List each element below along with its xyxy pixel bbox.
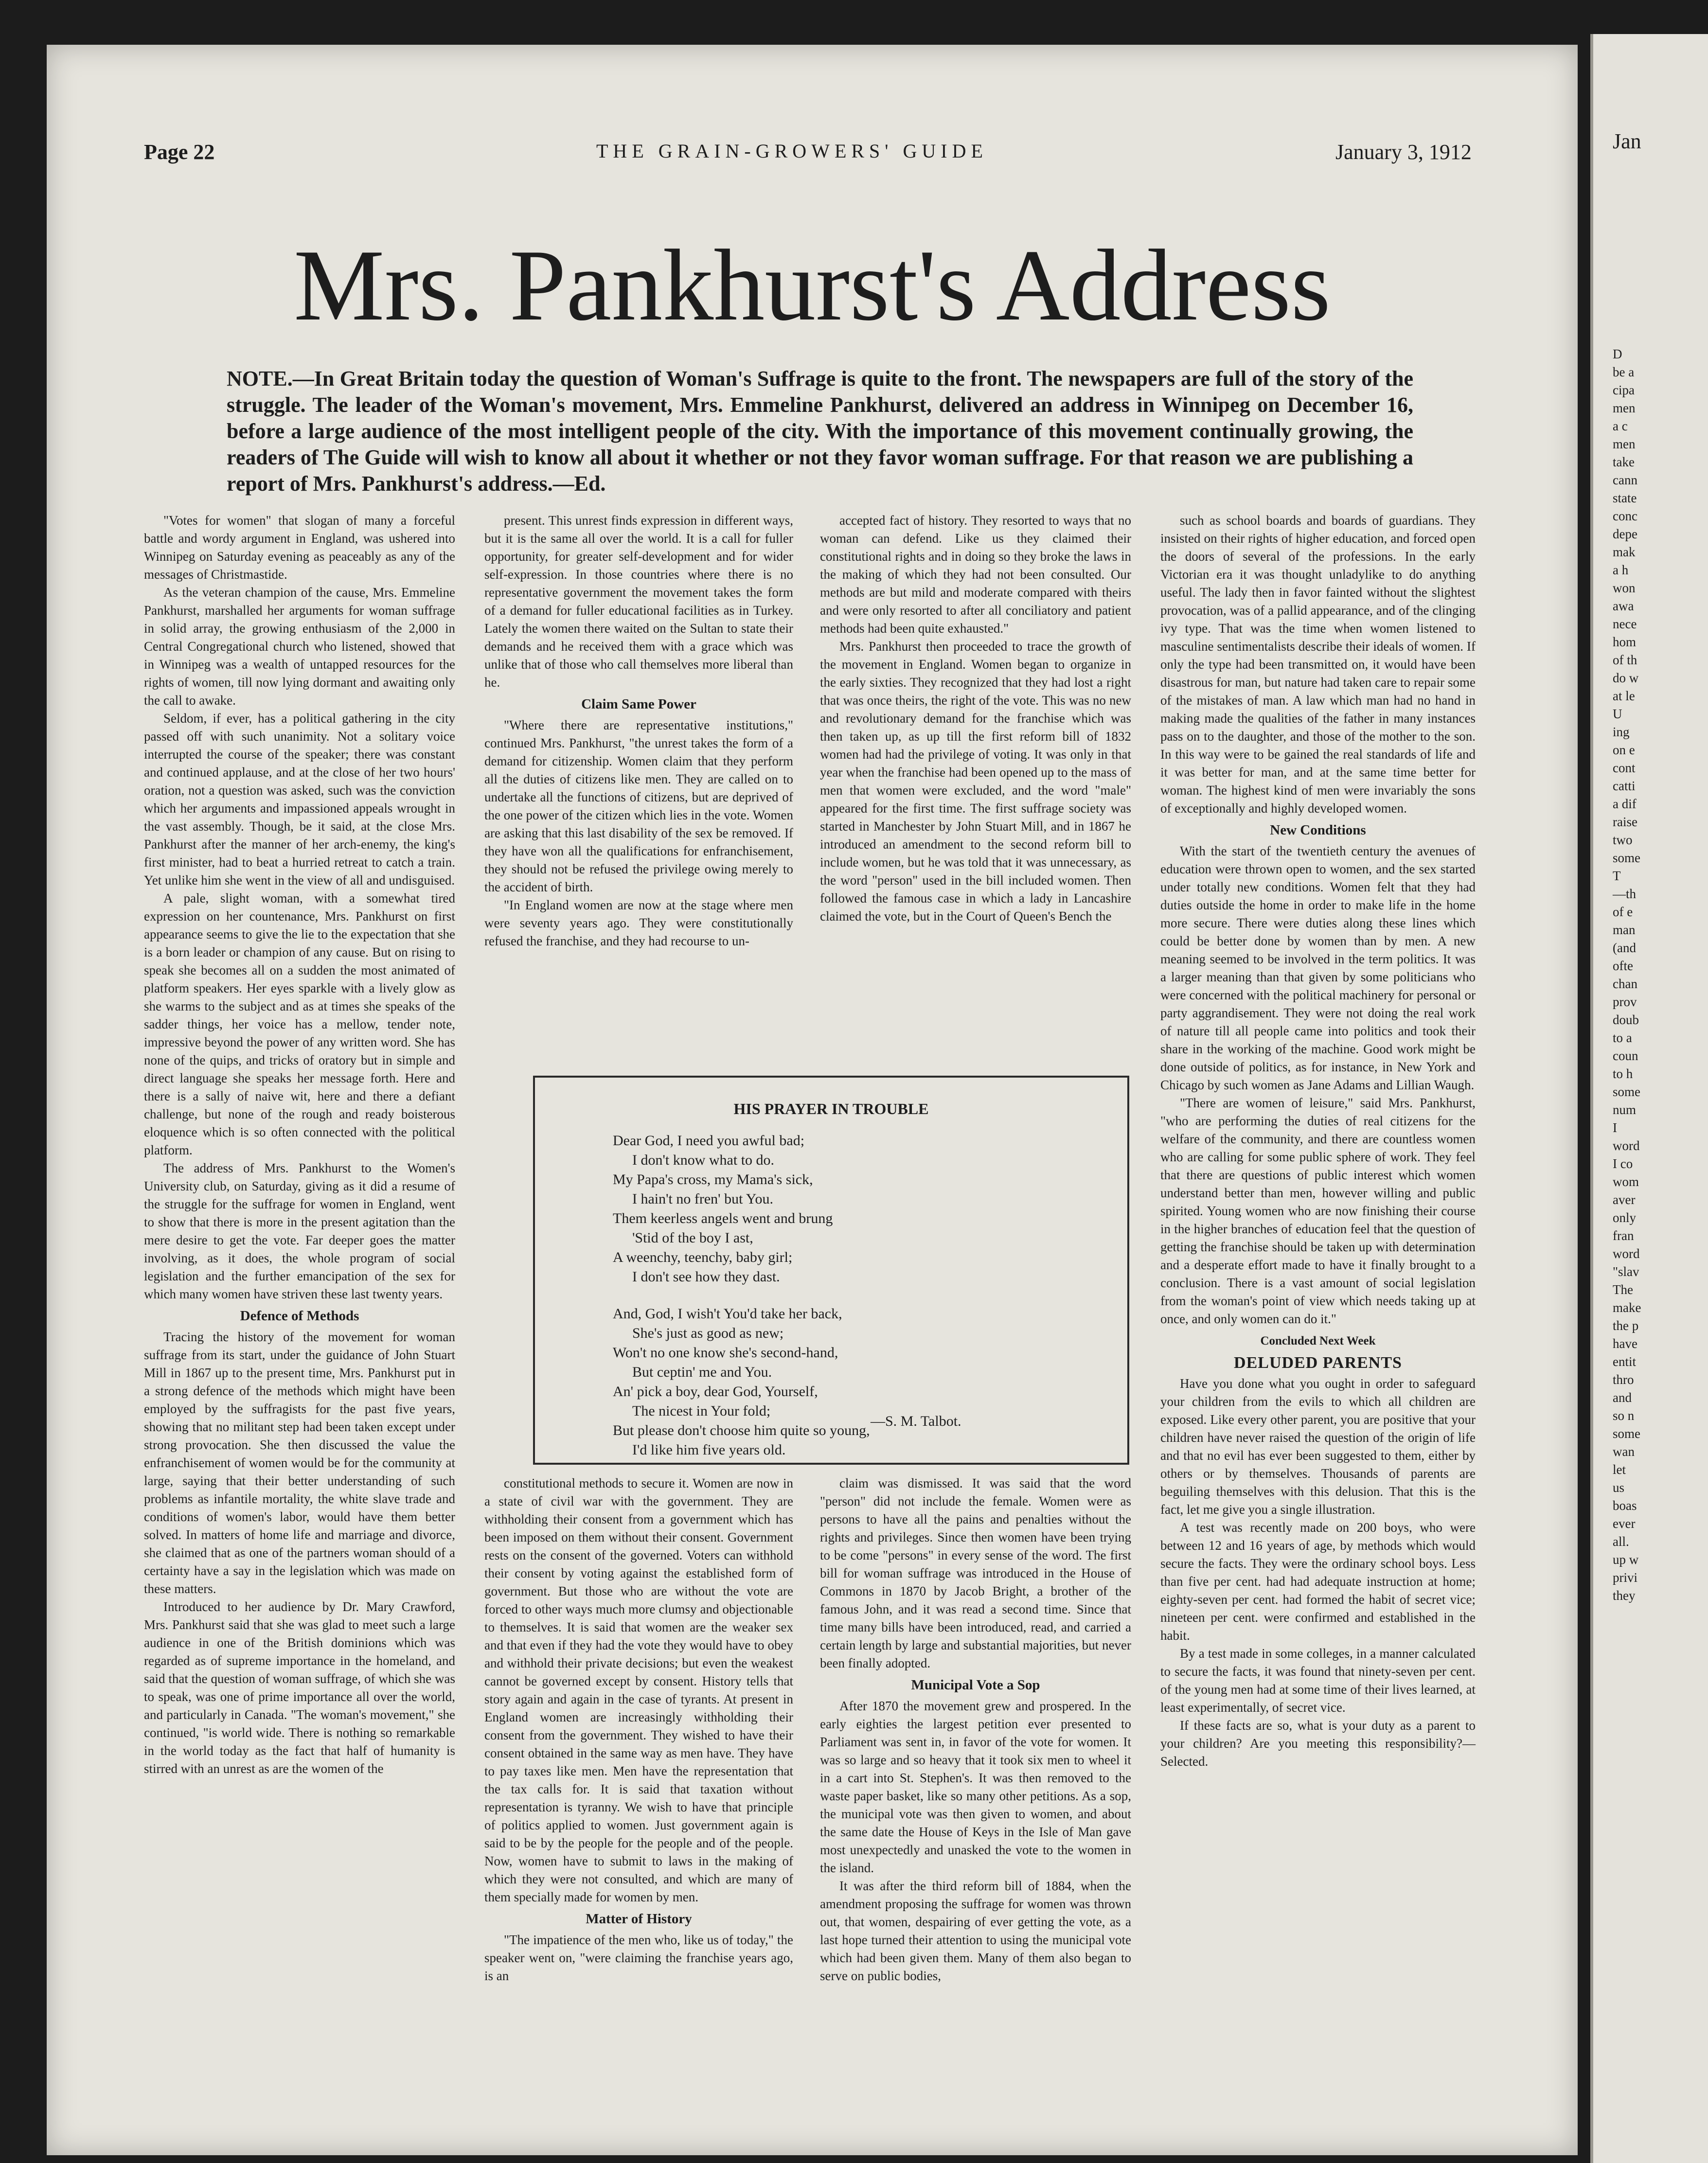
column-2-top xyxy=(484,512,793,1071)
paragraph: If these facts are so, what is your duty as a parent to your children? Are you meeting this responsibility?—Selected. xyxy=(1160,1718,1476,1769)
adjacent-page-fragment: The xyxy=(1613,1282,1633,1297)
poem-line: Them keerless angels went and brung xyxy=(613,1210,833,1226)
newspaper-page xyxy=(47,45,1578,2155)
paragraph: A test was recently made on 200 boys, who were between 12 and 16 years of age, by methods which would secure the facts. They were the ordinary school boys. Less than five per cent. had had adequate instruction at home; eighty-seven per cent. had formed the habit of secret vice; nineteen per cent. were confirmed and established in the habit. xyxy=(1160,1520,1476,1643)
adjacent-page-fragment: awa xyxy=(1613,599,1634,613)
adjacent-page-fragment: depe xyxy=(1613,527,1637,541)
adjacent-page-fragment: wan xyxy=(1613,1444,1635,1459)
paragraph: With the start of the twentieth century the avenues of education were thrown open to women, and the sex started under totally new conditions. Women felt that they had duties outside the home in order to make life in the home more secure. There were duties along these lines which could be better done by women than by men. A new meaning seemed to be involved in the term politics. It was a larger meaning than that given by some politicians who were concerned with the political machinery for personal or party aggrandisement. They were not doing the real work of nature till all people came into politics and took their share in the working of the machine. Good work might be done outside of politics, as for instance, in New York and Chicago by such women as Jane Adams and Lillian Waugh. xyxy=(1160,844,1476,1092)
adjacent-page-fragment: only xyxy=(1613,1210,1637,1225)
adjacent-page-fragment: mak xyxy=(1613,545,1636,559)
adjacent-page-fragment: let xyxy=(1613,1462,1626,1477)
column-3-bottom xyxy=(820,1474,1131,2126)
paragraph: present. This unrest finds expression in different ways, but it is the same all over the world. It is a call for fuller opportunity, for greater self-development and for wider self-expression. In those countries where there is no representative government the movement takes the form of a demand for fuller educational facilities as in Turkey. Lately the women there waited on the Sultan to state their demands and he received them with a grace which was unlike that of those who call themselves more liberal than he. xyxy=(484,513,793,690)
adjacent-page-fragment: privi xyxy=(1613,1570,1637,1585)
paragraph: After 1870 the movement grew and prospered. In the early eighties the largest petition ever presented to Parliament was sent in, in favor of the vote for women. It was so large and so heavy that it took six men to wheel it in a cart into St. Stephen's. It was then removed to the waste paper basket, like so many other petitions. As a sop, the municipal vote was then given to women, and about the same date the House of Keys in the Isle of Man gave most unexpectedly and unasked the vote to the women in the island. xyxy=(820,1699,1131,1875)
adjacent-page-fragment: of e xyxy=(1613,904,1633,919)
subheading: Claim Same Power xyxy=(581,696,696,712)
adjacent-page-fragment: num xyxy=(1613,1102,1637,1117)
adjacent-page-fragment: I xyxy=(1613,1120,1617,1135)
adjacent-page-fragment: wom xyxy=(1613,1174,1639,1189)
adjacent-page-fragment: man xyxy=(1613,922,1636,937)
adjacent-page-fragment: nece xyxy=(1613,617,1637,631)
adjacent-page-fragment: be a xyxy=(1613,365,1635,379)
adjacent-page-fragment: conc xyxy=(1613,509,1637,523)
subheading: DELUDED PARENTS xyxy=(1234,1354,1402,1372)
adjacent-page-fragment: raise xyxy=(1613,815,1637,829)
adjacent-page-fragment: ing xyxy=(1613,725,1630,739)
poem-line: A weenchy, teenchy, baby girl; xyxy=(613,1249,793,1265)
poem-line: Won't no one know she's second-hand, xyxy=(613,1345,838,1361)
adjacent-page-fragment: D xyxy=(1613,347,1622,361)
journal-name: THE GRAIN-GROWERS' GUIDE xyxy=(596,140,988,162)
adjacent-page-fragment: make xyxy=(1613,1300,1641,1315)
adjacent-page-fragment: state xyxy=(1613,491,1637,505)
adjacent-page-fragment: won xyxy=(1613,581,1636,595)
paragraph: Introduced to her audience by Dr. Mary Crawford, Mrs. Pankhurst said that she was glad to meet such a large audience in one of the British dominions which was regarded as of supreme importance in the homeland, and said that the question of woman suffrage, of which she was to speak, was one of prime importance all over the world, and particularly in Canada. "The woman's movement," she continued, "is world wide. There is nothing so remarkable in the world today as the fact that half of humanity is stirred with an unrest as are the women of the xyxy=(144,1599,455,1776)
adjacent-page-fragment: two xyxy=(1613,833,1633,847)
adjacent-page-fragment: T xyxy=(1613,869,1621,883)
poem-line: The nicest in Your fold; xyxy=(632,1403,771,1419)
paragraph: As the veteran champion of the cause, Mrs. Emmeline Pankhurst, marshalled her arguments for woman suffrage in solid array, the growing enthusiasm of the 2,000 in Central Congregational church who listened, showed that in Winnipeg was a wealth of untapped resources for the rights of women, till now lying dormant and awaiting only the call to awake. xyxy=(144,585,455,708)
paragraph: constitutional methods to secure it. Women are now in a state of civil war with the government. They are withholding their consent from a government which has been imposed on them without their consent. Government rests on the consent of the governed. Voters can withhold their consent by voting against the established form of government. But those who are without the vote are forced to other ways much more clumsy and objectionable to themselves. It is said that women are the weaker sex and that even if they had the vote they would have to obey and withhold their private decisions; but even the weakest cannot be governed except by consent. History tells that story again and again in the case of tyrants. At present in England women are increasingly withholding their consent from the government. They wished to have their consent obtained in the same way as men have. They have to pay taxes like men. Men have the representation that the tax calls for. It is said that taxation without representation is tyranny. We wish to have that principle of politics applied to women. Just government again is said to be by the people for the people and of the people. Now, women have to submit to laws in the making of which they were not consulted, and which are many of them specially made for women by men. xyxy=(484,1476,793,1904)
adjacent-page-fragment: doub xyxy=(1613,1012,1639,1027)
adjacent-page-fragment: to h xyxy=(1613,1066,1633,1081)
adjacent-page-fragment: and xyxy=(1613,1390,1632,1405)
subheading: Defence of Methods xyxy=(240,1308,359,1324)
adjacent-page-fragment: ever xyxy=(1613,1516,1636,1531)
poem-title: HIS PRAYER IN TROUBLE xyxy=(733,1100,929,1117)
paragraph: It was after the third reform bill of 1884, when the amendment proposing the suffrage for women was thrown out, that women, despairing of ever getting the vote, as a last hope turned their attention to using the municipal vote which had been given them. Many of them also began to serve on public bodies, xyxy=(820,1879,1131,1983)
paragraph: A pale, slight woman, with a somewhat tired expression on her countenance, Mrs. Pankhurst on first appearance seems to give the lie to the expectation that she is a born leader or champion of any cause. But on rising to speak she becomes all on a sudden the most animated of platform speakers. Her eyes sparkle with a lively glow as she warms to the subject and as at times she speaks of the sadder things, her voice has a mellow, tender note, impressive beyond the power of any written word. She has none of the quips, and tricks of oratory but in simple and direct language she speaks her message forth. Here and there is a sally of naive wit, here and there a defiant challenge, but none of the rough and ready boisterous eloquence which is so often connected with the political platform. xyxy=(144,891,455,1157)
poem-line: I'd like him five years old. xyxy=(632,1442,786,1458)
paragraph: Seldom, if ever, has a political gathering in the city passed off with such unanimity. Not a solitary voice interrupted the course of the speaker; there was constant and continued applause, and at the close of her two hours' oration, not a question was asked, such was the conviction which her arguments and impassioned appeals wrought in the vast assembly. Though, be it said, at the close Mrs. Pankhurst after the manner of her arch-enemy, the king's first minister, had to beat a hurried retreat to catch a train. Yet unlike him she went in the view of all and undisguised. xyxy=(144,711,455,887)
page-number: Page 22 xyxy=(144,140,215,164)
adjacent-page-fragment: (and xyxy=(1613,940,1636,955)
adjacent-page-fragment: some xyxy=(1613,851,1640,865)
adjacent-page-fragment: some xyxy=(1613,1426,1640,1441)
poem-line: And, God, I wish't You'd take her back, xyxy=(613,1306,842,1322)
adjacent-page-fragment: all. xyxy=(1613,1534,1629,1549)
paragraph: accepted fact of history. They resorted to ways that no woman can defend. Like us they claimed their constitutional rights and in doing so they broke the laws in the making of which they had not been consulted. Our methods are but mild and moderate compared with theirs and were only resorted to after all conciliatory and patient methods had been quite exhausted." xyxy=(820,513,1131,636)
poem-line: My Papa's cross, my Mama's sick, xyxy=(613,1171,813,1188)
paragraph: "In England women are now at the stage where men were seventy years ago. They were constitutionally refused the franchise, and they had recourse to un- xyxy=(484,898,793,948)
adjacent-page-fragment: men xyxy=(1613,401,1636,415)
adjacent-page-fragment: to a xyxy=(1613,1030,1632,1045)
adjacent-page-fragment: of th xyxy=(1613,653,1637,667)
paragraph: Tracing the history of the movement for woman suffrage from its start, under the guidance of John Stuart Mill in 1867 up to the present time, Mrs. Pankhurst put in a strong defence of the methods which might have been employed by the suffragists for the past five years, showing that no militant step had been taken except under strong provocation. She then discussed the value the enfranchisement of women would be for the community at large, saying that their better understanding of such problems as infantile mortality, the white slave trade and conditions of women's labor, would have them better solved. In matters of home life and marriage and divorce, she claimed that as one of the partners woman should of a certainty have a say in the legislation which was made on these matters. xyxy=(144,1330,455,1596)
adjacent-page-fragment: chan xyxy=(1613,976,1637,991)
adjacent-page-fragment: have xyxy=(1613,1336,1637,1351)
poem-line: But please don't choose him quite so young, xyxy=(613,1422,870,1438)
adjacent-page-fragment: word xyxy=(1613,1138,1640,1153)
poem-line: I hain't no fren' but You. xyxy=(632,1191,773,1207)
poem-line: Dear God, I need you awful bad; xyxy=(613,1133,805,1149)
adjacent-page-fragment: fran xyxy=(1613,1228,1634,1243)
poem-line: I don't know what to do. xyxy=(632,1152,775,1168)
adjacent-page-fragment: cipa xyxy=(1613,383,1635,397)
adjacent-page-fragment: I co xyxy=(1613,1156,1633,1171)
adjacent-page-fragment: prov xyxy=(1613,994,1637,1009)
adjacent-page-fragment: coun xyxy=(1613,1048,1638,1063)
adjacent-page-date: Jan xyxy=(1613,129,1641,153)
adjacent-page-fragment: up w xyxy=(1613,1552,1639,1567)
poem-body xyxy=(613,1131,1050,1477)
paragraph: "Where there are representative institutions," continued Mrs. Pankhurst, "the unrest takes the form of a demand for citizenship. Women claim that they perform all the duties of citizens like men. They are called on to undertake all the functions of citizens, but are deprived of the one power of the citizen which lies in the vote. Women are asking that this last disability of the sex be removed. If they have won all the qualifications for enfranchisement, they should not be refused the privilege owing merely to the accident of birth. xyxy=(484,718,793,894)
adjacent-page-fragment: —th xyxy=(1613,886,1637,901)
adjacent-page-fragment: cann xyxy=(1613,473,1637,487)
editor-note: NOTE.—In Great Britain today the question of Woman's Suffrage is quite to the front. The newspapers are full of the story of the struggle. The leader of the Woman's movement, Mrs. Emmeline Pankhurst, delivered an address in Winnipeg on December 16, before a large audience of the most intelligent people of the city. With the importance of this movement continually growing, the readers of The Guide will wish to know all about it whether or not they favor woman suffrage. For that reason we are publishing a report of Mrs. Pankhurst's address.—Ed. xyxy=(227,367,1413,496)
adjacent-page-fragment: "slav xyxy=(1613,1264,1639,1279)
adjacent-page-fragment: men xyxy=(1613,437,1636,451)
adjacent-page-fragment: they xyxy=(1613,1588,1636,1603)
adjacent-page-fragment: at le xyxy=(1613,689,1635,703)
paragraph: Have you done what you ought in order to safeguard your children from the evils to which all children are exposed. Like every other parent, you are positive that your children have never raised the question of the origin of life and that no evil has ever been suggested to them, either by others or by themselves. Thousands of parents are beguiling themselves with this delusion. That this is the fact, let me give you a single illustration. xyxy=(1160,1376,1476,1517)
adjacent-page-fragment: hom xyxy=(1613,635,1637,649)
paragraph: such as school boards and boards of guardians. They insisted on their rights of higher education, and forced open the doors of several of the professions. In the early Victorian era it was thought unladylike to do anything useful. The lady then in favor fainted without the slightest provocation, was of a pallid appearance, and of the clinging ivy type. That was the time when women listened to masculine sentimentalists describe their ideals of women. If only the type had been transmitted on, it would have been disastrous for man, but nature had taken care to repair some of the mistakes of man. A law which man had no hand in making made the qualities of the father in many instances pass on to the daughter, and those of the mother to the son. In this way were to be gained the real standards of life and it was better for man, and at the same time better for woman. The highest kind of men were invariably the sons of exceptionally and highly developed women. xyxy=(1160,513,1476,816)
subheading: Matter of History xyxy=(586,1911,692,1927)
poem-line: I don't see how they dast. xyxy=(632,1269,780,1285)
paragraph: "There are women of leisure," said Mrs. Pankhurst, "who are performing the duties of real citizens for the welfare of the community, and there are countless women who are calling for some public sphere of work. They feel that there are questions of public interest which women understand better than men, however willing and public spirited. Young women who are now finishing their course in the higher branches of education feel that the question of getting the franchise should be taken up with determination and a desperate effort made to have it finally brought to a conclusion. There is a vast amount of social legislation from the woman's point of view which needs taking up at once, and only women can do it." xyxy=(1160,1096,1476,1326)
issue-date: January 3, 1912 xyxy=(1335,140,1472,164)
adjacent-page-fragment: cont xyxy=(1613,761,1636,775)
adjacent-page-fragment: some xyxy=(1613,1084,1640,1099)
column-3-top xyxy=(820,512,1131,1071)
column-4 xyxy=(1160,512,1476,2126)
adjacent-page-fragment: a c xyxy=(1613,419,1628,433)
adjacent-page xyxy=(1590,34,1708,2163)
subheading: Municipal Vote a Sop xyxy=(911,1677,1040,1693)
paragraph: By a test made in some colleges, in a manner calculated to secure the facts, it was found that ninety-seven per cent. of the young men had at some time of their lives learned, at least experimentally, of secret vice. xyxy=(1160,1646,1476,1715)
paragraph: claim was dismissed. It was said that the word "person" did not include the female. Women were as persons to have all the pains and penalties without the rights and privileges. Since then women have been trying to be come "persons" in every sense of the word. The first bill for woman suffrage was introduced in the House of Commons in 1870 by Jacob Bright, a brother of the famous John, and it was read a second time. Since that time many bills have been introduced, read, and carried a certain length by large and substantial majorities, but never been finally adopted. xyxy=(820,1476,1131,1670)
adjacent-page-fragment: boas xyxy=(1613,1498,1637,1513)
poem-author: —S. M. Talbot. xyxy=(871,1413,961,1429)
subheading: New Conditions xyxy=(1270,822,1366,838)
adjacent-page-fragment: thro xyxy=(1613,1372,1634,1387)
adjacent-page-fragment: so n xyxy=(1613,1408,1635,1423)
adjacent-page-fragment: U xyxy=(1613,707,1622,721)
adjacent-page-fragment: word xyxy=(1613,1246,1640,1261)
poem-line: An' pick a boy, dear God, Yourself, xyxy=(613,1383,818,1400)
poem-stanza xyxy=(613,1131,1050,1287)
adjacent-page-fragment: catti xyxy=(1613,779,1636,793)
adjacent-page-fragment: take xyxy=(1613,455,1635,469)
adjacent-page-fragment: ofte xyxy=(1613,958,1633,973)
paragraph: "Votes for women" that slogan of many a forceful battle and wordy argument in England, was ushered into Winnipeg on Saturday evening as peaceably as any of the messages of Christmastide. xyxy=(144,513,455,582)
column-2-bottom xyxy=(484,1474,793,2126)
paragraph: Mrs. Pankhurst then proceeded to trace the growth of the movement in England. Women began to organize in the early sixties. They recognized that they had lost a right that was once theirs, the right of the vote. This was no new and revolutionary demand for the franchise which was then taken up, as up till the first reform bill of 1832 women had had the privilege of voting. It was only in that year when the franchise had been opened up to the mass of men that women were excluded, and the word "male" appeared for the first time. The first suffrage society was started in Manchester by John Stuart Mill, and in 1867 he introduced an amendment to the second reform bill to include women, but he was told that it was unnecessary, as the word "person" used in the bill included women. Then followed the famous case in which a lady in Lancashire claimed the vote, but in the Court of Queen's Bench the xyxy=(820,639,1131,923)
column-1 xyxy=(144,512,455,2126)
adjacent-page-fragment: the p xyxy=(1613,1318,1639,1333)
poem-line: But ceptin' me and You. xyxy=(632,1364,772,1380)
poem-line: 'Stid of the boy I ast, xyxy=(632,1230,753,1246)
adjacent-page-fragment: a dif xyxy=(1613,797,1637,811)
poem-line: She's just as good as new; xyxy=(632,1325,784,1341)
adjacent-page-fragment: us xyxy=(1613,1480,1625,1495)
poem-stanza xyxy=(613,1304,1050,1460)
adjacent-page-fragment: aver xyxy=(1613,1192,1636,1207)
article-title: Mrs. Pankhurst's Address xyxy=(293,229,1331,342)
adjacent-page-fragments xyxy=(1613,345,1708,1605)
adjacent-page-fragment: do w xyxy=(1613,671,1639,685)
poem-box xyxy=(533,1076,1129,1465)
adjacent-page-fragment: entit xyxy=(1613,1354,1636,1369)
paragraph: The address of Mrs. Pankhurst to the Women's University club, on Saturday, giving as it did a resume of the struggle for the suffrage for women in England, went to show that there is more in the present agitation than the mere desire to get the vote. Far deeper goes the matter involving, as it does, the whole program of social legislation and the further emancipation of the sex for which many women have striven these last twenty years. xyxy=(144,1161,455,1301)
continuation-note: Concluded Next Week xyxy=(1260,1334,1376,1347)
adjacent-page-fragment: a h xyxy=(1613,563,1629,577)
adjacent-page-fragment: on e xyxy=(1613,743,1635,757)
paragraph: "The impatience of the men who, like us of today," the speaker went on, "were claiming the franchise years ago, is an xyxy=(484,1933,793,1983)
